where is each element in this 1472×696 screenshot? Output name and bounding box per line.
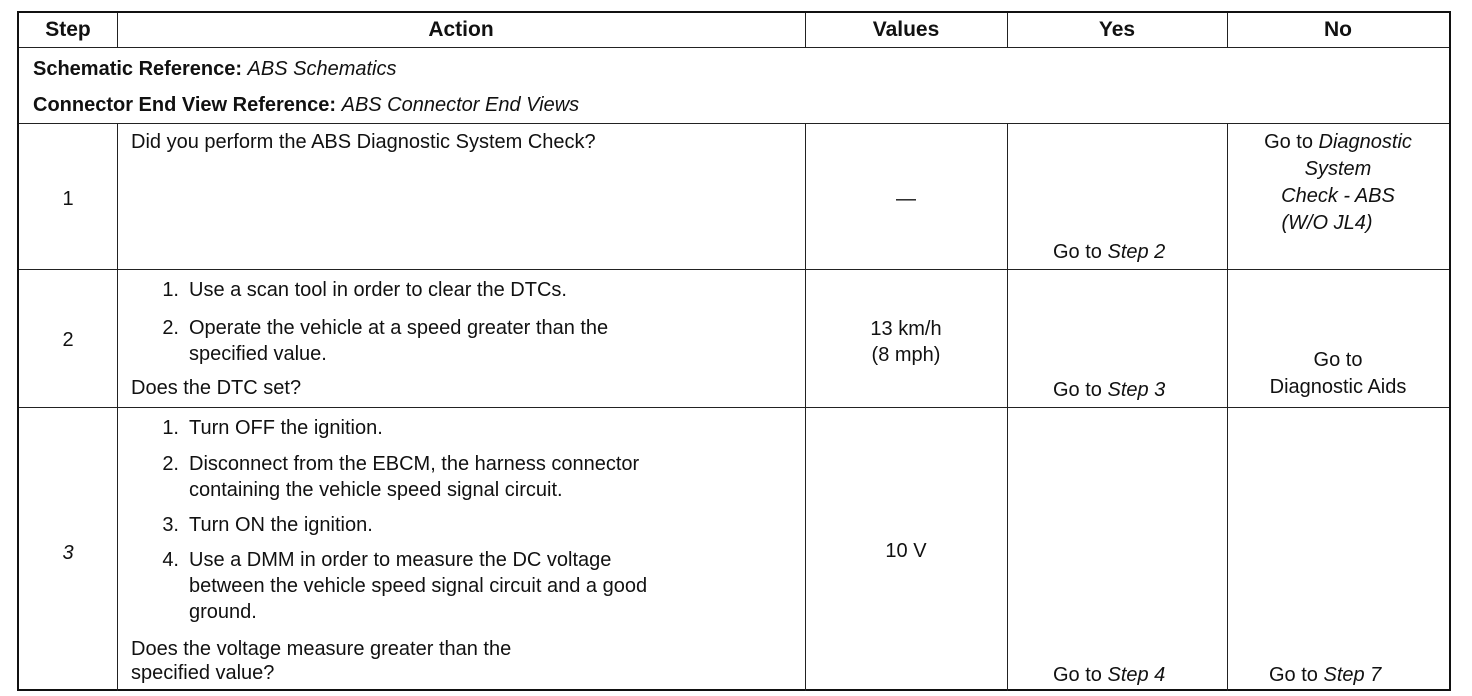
connector-reference-label: Connector End View Reference: bbox=[33, 94, 337, 116]
no-prefix: Go to bbox=[1269, 664, 1324, 686]
step-question: Did you perform the ABS Diagnostic System Check? bbox=[131, 131, 596, 153]
no-action bbox=[1227, 130, 1449, 235]
row-divider-step2 bbox=[19, 407, 1449, 408]
action-number: 4. bbox=[162, 549, 179, 571]
step-number: 1 bbox=[62, 188, 74, 210]
action-text: Use a scan tool in order to clear the DTCs. bbox=[189, 279, 567, 301]
no-target-line: Diagnostic bbox=[1318, 131, 1412, 153]
row-divider-header bbox=[19, 47, 1449, 48]
yes-action bbox=[1053, 240, 1165, 264]
schematic-reference bbox=[33, 57, 397, 81]
header-values: Values bbox=[872, 18, 940, 41]
action-number: 3. bbox=[162, 514, 179, 536]
connector-reference-link: ABS Connector End Views bbox=[341, 94, 580, 116]
action-text: containing the vehicle speed signal circuit. bbox=[189, 479, 563, 501]
step-number: 3 bbox=[62, 542, 74, 564]
yes-target: Step 4 bbox=[1107, 664, 1166, 686]
action-number: 1. bbox=[162, 279, 179, 301]
schematic-reference-label: Schematic Reference: bbox=[33, 58, 242, 80]
step-question: Does the voltage measure greater than the bbox=[131, 638, 512, 660]
header-no: No bbox=[1324, 18, 1352, 41]
yes-target: Step 2 bbox=[1107, 241, 1166, 263]
no-action: Go to bbox=[1313, 349, 1363, 371]
step-value: (8 mph) bbox=[871, 344, 941, 366]
header-action: Action bbox=[428, 18, 494, 41]
action-number: 1. bbox=[162, 417, 179, 439]
action-text: Turn OFF the ignition. bbox=[189, 417, 383, 439]
step-question: specified value? bbox=[131, 662, 275, 684]
step-value: 10 V bbox=[885, 540, 927, 562]
yes-prefix: Go to bbox=[1053, 664, 1108, 686]
action-text: Use a DMM in order to measure the DC voltage bbox=[189, 549, 612, 571]
row-divider-references bbox=[19, 123, 1449, 124]
diagnostic-table bbox=[17, 11, 1451, 691]
yes-prefix: Go to bbox=[1053, 379, 1108, 401]
schematic-reference-link: ABS Schematics bbox=[247, 58, 397, 80]
no-target-line: (W/O JL4) bbox=[1281, 212, 1373, 234]
action-text: specified value. bbox=[189, 343, 327, 365]
step-value: — bbox=[896, 188, 916, 210]
action-text: Disconnect from the EBCM, the harness connector bbox=[189, 453, 640, 475]
action-number: 2. bbox=[162, 453, 179, 475]
yes-prefix: Go to bbox=[1053, 241, 1108, 263]
step-value: 13 km/h bbox=[870, 318, 942, 340]
action-text: Turn ON the ignition. bbox=[189, 514, 373, 536]
yes-action bbox=[1053, 378, 1165, 402]
header-yes: Yes bbox=[1098, 18, 1136, 41]
row-divider-step1 bbox=[19, 269, 1449, 270]
header-step: Step bbox=[45, 18, 91, 41]
step-number: 2 bbox=[62, 329, 74, 351]
no-target-line: Check - ABS bbox=[1281, 185, 1395, 207]
no-action bbox=[1269, 663, 1381, 687]
no-target: Step 7 bbox=[1323, 664, 1382, 686]
action-text: ground. bbox=[189, 601, 257, 623]
action-text: Operate the vehicle at a speed greater than the bbox=[189, 317, 609, 339]
no-prefix: Go to bbox=[1264, 131, 1319, 153]
yes-target: Step 3 bbox=[1107, 379, 1166, 401]
connector-reference bbox=[33, 93, 579, 117]
no-target-line: System bbox=[1304, 158, 1372, 180]
action-text: between the vehicle speed signal circuit and a good bbox=[189, 575, 648, 597]
action-number: 2. bbox=[162, 317, 179, 339]
yes-action bbox=[1053, 663, 1165, 687]
no-action: Diagnostic Aids bbox=[1269, 376, 1407, 398]
step-question: Does the DTC set? bbox=[131, 377, 302, 399]
